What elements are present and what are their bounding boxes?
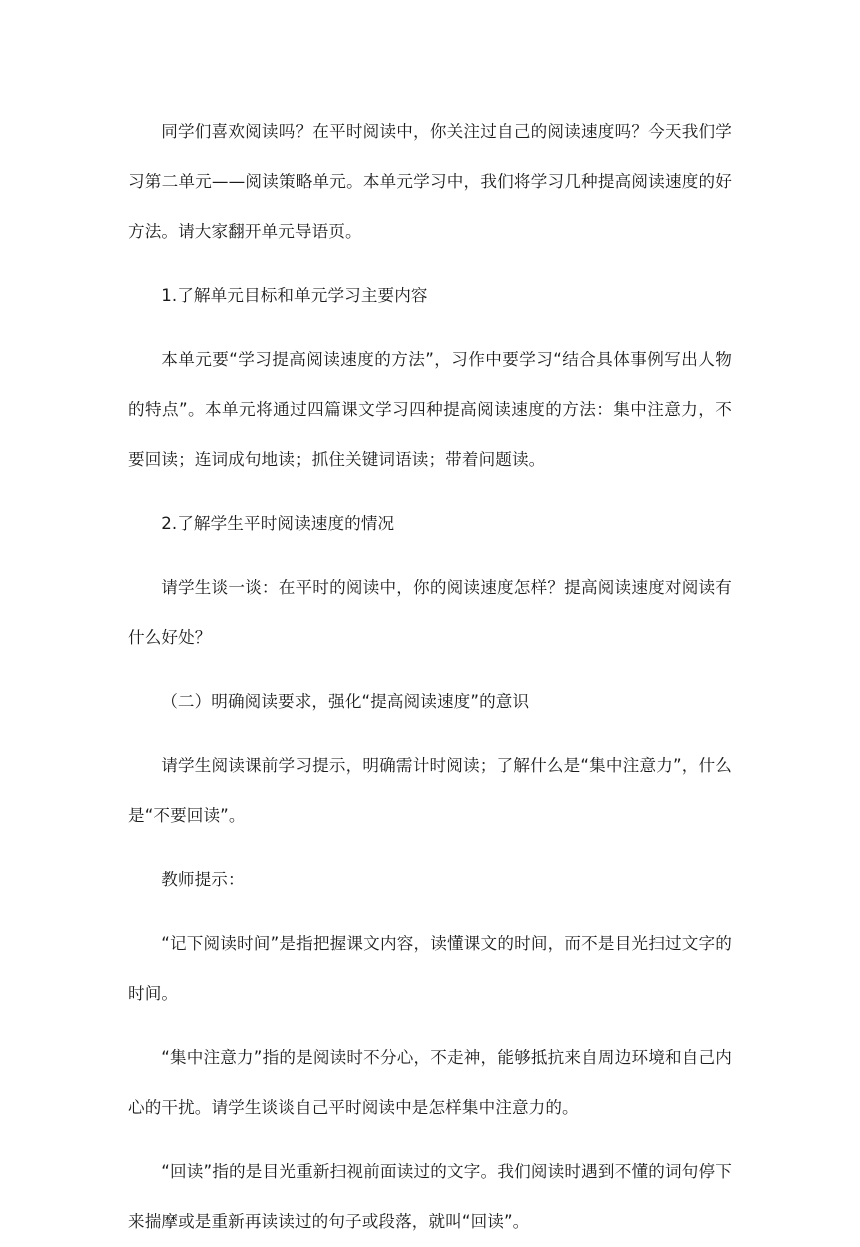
- paragraph-reread: “回读”指的是目光重新扫视前面读过的文字。我们阅读时遇到不懂的词句停下来揣摩或是重新再读读过的句子或段落，就叫“回读”。: [128, 1162, 732, 1231]
- paragraph-record-time: “记下阅读时间”是指把握课文内容，读懂课文的时间，而不是目光扫过文字的时间。: [128, 934, 732, 1003]
- paragraph-reading-tips: 请学生阅读课前学习提示，明确需计时阅读；了解什么是“集中注意力”，什么是“不要回读”。: [128, 756, 732, 825]
- paragraph-unit-content: 本单元要“学习提高阅读速度的方法”，习作中要学习“结合具体事例写出人物的特点”。本单元将通过四篇课文学习四种提高阅读速度的方法：集中注意力，不要回读；连词成句地读；抓住关键词语读；带着问题读。: [128, 350, 732, 469]
- paragraph-section-two-heading: （二）明确阅读要求，强化“提高阅读速度”的意识: [161, 692, 530, 711]
- paragraph-discussion: 请学生谈一谈：在平时的阅读中，你的阅读速度怎样？提高阅读速度对阅读有什么好处？: [128, 578, 732, 647]
- paragraph-intro: 同学们喜欢阅读吗？在平时阅读中，你关注过自己的阅读速度吗？今天我们学习第二单元——阅读策略单元。本单元学习中，我们将学习几种提高阅读速度的好方法。请大家翻开单元导语页。: [128, 122, 732, 241]
- paragraph-teacher-tip-label: 教师提示：: [161, 870, 245, 889]
- paragraph-focus-attention: “集中注意力”指的是阅读时不分心，不走神，能够抵抗来自周边环境和自己内心的干扰。请学生谈谈自己平时阅读中是怎样集中注意力的。: [128, 1048, 732, 1117]
- paragraph-heading-reading-speed: 2.了解学生平时阅读速度的情况: [161, 514, 395, 533]
- paragraph-heading-unit-goals: 1.了解单元目标和单元学习主要内容: [161, 286, 428, 305]
